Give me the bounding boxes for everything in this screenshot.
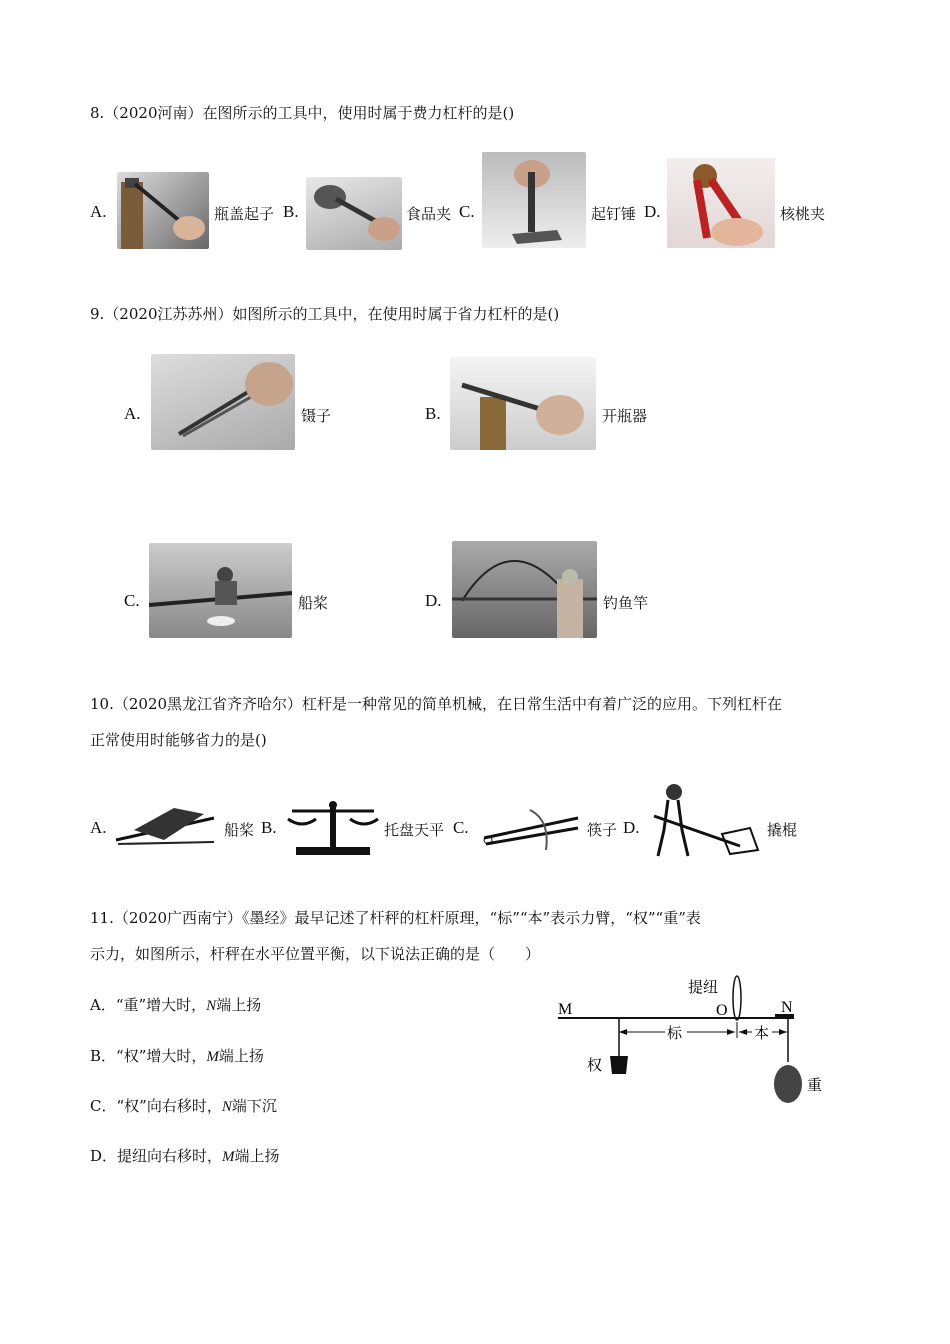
nutcracker-icon <box>667 158 775 248</box>
chopsticks-icon <box>480 800 580 858</box>
steelyard-diagram <box>550 972 850 1112</box>
oar-icon <box>114 800 218 855</box>
fishing-rod-photo <box>452 541 597 638</box>
crowbar-icon <box>650 780 762 858</box>
counterweight <box>610 1056 628 1074</box>
label-zhong: 重 <box>807 1076 823 1094</box>
q11-stem-line1: 11.（2020广西南宁）《墨经》最早记述了杆秤的杠杆原理，“标”“本”表示力臂，“权”“重”表 <box>90 909 701 927</box>
tweezers-photo <box>151 354 295 450</box>
q10-option-b-letter: B. <box>261 818 277 837</box>
balance-icon <box>286 797 380 857</box>
q8-option-b-label: 食品夹 <box>406 205 452 223</box>
rowing-photo <box>149 543 292 638</box>
q11-option-a: A．“重”增大时，N端上扬 <box>90 996 262 1014</box>
q9-option-b-label: 开瓶器 <box>602 407 648 425</box>
nutcracker-photo <box>667 158 775 248</box>
label-quan: 权 <box>587 1056 603 1074</box>
q10-stem-line1: 10.（2020黑龙江省齐齐哈尔）杠杆是一种常见的简单机械，在日常生活中有着广泛的应用。下列杠杆在 <box>90 695 783 713</box>
oar-sketch <box>114 800 218 855</box>
q9-option-d-letter: D. <box>425 591 442 610</box>
bottle-opener-photo <box>117 172 209 249</box>
bottle-opener-2-photo <box>450 357 596 450</box>
q9-option-c-label: 船桨 <box>298 594 329 612</box>
q10-option-a-label: 船桨 <box>224 821 255 839</box>
q9-option-a-letter: A. <box>124 404 141 423</box>
hammer-icon <box>482 152 586 248</box>
label-m: M <box>558 1001 573 1018</box>
lifting-cord <box>733 976 741 1020</box>
q8-option-d-letter: D. <box>644 202 661 221</box>
label-ben: 本 <box>754 1024 770 1042</box>
opener-icon <box>450 357 596 450</box>
q9-option-c-letter: C. <box>124 591 140 610</box>
food-tongs-photo <box>306 177 402 250</box>
q8-option-d-label: 核桃夹 <box>780 205 826 223</box>
q8-option-a-letter: A. <box>90 202 107 221</box>
q8-stem: 8.（2020河南）在图所示的工具中，使用时属于费力杠杆的是() <box>90 104 515 122</box>
tongs-icon <box>306 177 402 250</box>
load-object <box>774 1065 802 1103</box>
q11-stem-line2: 示力，如图所示，杆秤在水平位置平衡，以下说法正确的是（ ） <box>90 945 541 963</box>
q10-option-c-letter: C. <box>453 818 469 837</box>
fishing-rod-icon <box>452 541 597 638</box>
q9-option-d-label: 钓鱼竿 <box>603 594 649 612</box>
q11-option-b: B．“权”增大时，M端上扬 <box>90 1047 264 1065</box>
claw-hammer-photo <box>482 152 586 248</box>
q9-stem: 9.（2020江苏苏州）如图所示的工具中，在使用时属于省力杠杆的是() <box>90 305 560 323</box>
label-o: O <box>716 1002 728 1019</box>
q10-stem-line2: 正常使用时能够省力的是() <box>90 731 267 749</box>
crowbar-sketch <box>650 780 762 858</box>
q11-option-c: C．“权”向右移时，N端下沉 <box>90 1097 277 1115</box>
q8-option-a-label: 瓶盖起子 <box>214 205 275 223</box>
q11-option-d: D．提纽向右移时，M端上扬 <box>90 1147 280 1165</box>
bottle-opener-icon <box>117 172 209 249</box>
chopsticks-sketch <box>480 800 580 858</box>
label-tiniu: 提纽 <box>688 978 719 996</box>
q10-option-a-letter: A. <box>90 818 107 837</box>
q9-option-a-label: 镊子 <box>301 407 332 425</box>
rowing-icon <box>149 543 292 638</box>
label-n: N <box>781 999 793 1016</box>
q8-option-c-letter: C. <box>459 202 475 221</box>
q10-option-d-letter: D. <box>623 818 640 837</box>
tweezers-icon <box>151 354 295 450</box>
q9-option-b-letter: B. <box>425 404 441 423</box>
q8-option-b-letter: B. <box>283 202 299 221</box>
balance-sketch <box>286 797 380 857</box>
label-biao: 标 <box>667 1024 683 1042</box>
q10-option-c-label: 筷子 <box>587 821 618 839</box>
q10-option-b-label: 托盘天平 <box>384 821 445 839</box>
q10-option-d-label: 撬棍 <box>767 821 798 839</box>
q8-option-c-label: 起钉锤 <box>591 205 637 223</box>
